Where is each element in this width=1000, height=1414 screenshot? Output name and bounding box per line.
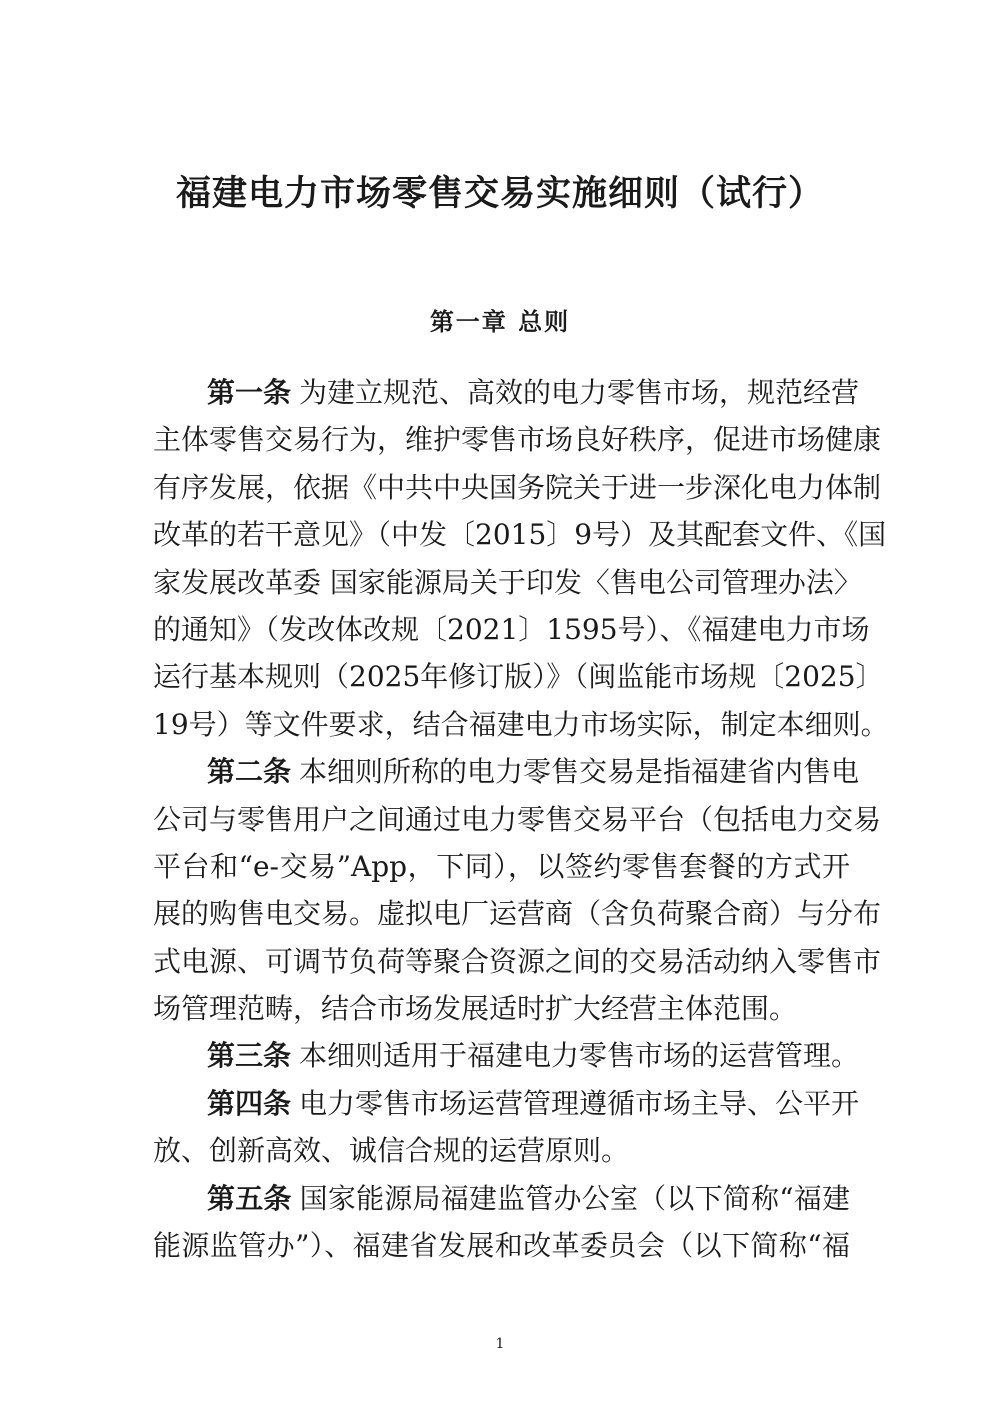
article-line xyxy=(153,846,850,893)
article-number: 第二条 xyxy=(207,755,292,789)
article-text: 本细则所称的电力零售交易是指福建省内售电 xyxy=(299,755,860,789)
article-line xyxy=(153,656,884,703)
article-line xyxy=(153,419,882,466)
article-text: 为建立规范、高效的电力零售市场，规范经营 xyxy=(299,376,860,409)
article-line xyxy=(153,609,870,656)
article-text: 国家能源局福建监管办公室（以下简称“福建 xyxy=(299,1181,850,1215)
article-line xyxy=(153,988,850,1035)
article-text: 能源监管办”）、福建省发展和改革委员会（以下简称“福 xyxy=(153,1229,850,1263)
article-line xyxy=(153,1225,850,1272)
article-line xyxy=(153,893,882,940)
article-text: 场管理范畴，结合市场发展适时扩大经营主体范围。 xyxy=(153,992,798,1026)
article-text: 展的购售电交易。虚拟电厂运营商（含负荷聚合商）与分布 xyxy=(153,897,882,931)
article-text: 19号）等文件要求，结合福建电力市场实际，制定本细则。 xyxy=(153,707,889,741)
article-text: 主体零售交易行为，维护零售市场良好秩序，促进市场健康 xyxy=(153,423,882,457)
article-number: 第五条 xyxy=(207,1181,292,1215)
article-text: 平台和“e-交易”App，下同），以签约零售套餐的方式开 xyxy=(153,849,850,883)
page-number: 1 xyxy=(495,1336,505,1352)
article-line xyxy=(153,467,882,514)
article-text: 有序发展，依据《中共中央国务院关于进一步深化电力体制 xyxy=(153,470,882,504)
article-text: 家发展改革委 国家能源局关于印发〈售电公司管理办法〉 xyxy=(153,565,862,599)
article-text: 改革的若干意见》（中发〔2015〕9号）及其配套文件、《国 xyxy=(153,518,887,552)
article-first-line xyxy=(153,1035,860,1082)
document-title: 福建电力市场零售交易实施细则（试行） xyxy=(175,173,824,214)
article-line xyxy=(153,799,882,846)
document-body xyxy=(153,372,889,1272)
article-text: 放、创新高效、诚信合规的运营原则。 xyxy=(153,1134,630,1168)
article-line xyxy=(153,562,862,609)
article-first-line xyxy=(153,751,860,798)
article-first-line xyxy=(153,1178,850,1225)
article-line xyxy=(153,704,889,751)
article-number: 第一条 xyxy=(207,376,292,409)
article-text: 的通知》（发改体改规〔2021〕1595号）、《福建电力市场 xyxy=(153,612,870,646)
chapter-heading: 第一章 总则 xyxy=(429,307,571,336)
article-number: 第三条 xyxy=(207,1039,292,1073)
article-text: 本细则适用于福建电力零售市场的运营管理。 xyxy=(299,1039,860,1073)
article-line xyxy=(153,941,882,988)
article-line xyxy=(153,1130,850,1177)
article-text: 电力零售市场运营管理遵循市场主导、公平开 xyxy=(299,1086,860,1120)
article-line xyxy=(153,514,887,561)
article-first-line xyxy=(153,1083,860,1130)
article-text: 运行基本规则（2025年修订版）》（闽监能市场规〔2025〕 xyxy=(153,660,884,694)
article-text: 公司与零售用户之间通过电力零售交易平台（包括电力交易 xyxy=(153,802,882,836)
article-number: 第四条 xyxy=(207,1086,292,1120)
article-first-line xyxy=(153,372,860,419)
article-text: 式电源、可调节负荷等聚合资源之间的交易活动纳入零售市 xyxy=(153,944,882,978)
